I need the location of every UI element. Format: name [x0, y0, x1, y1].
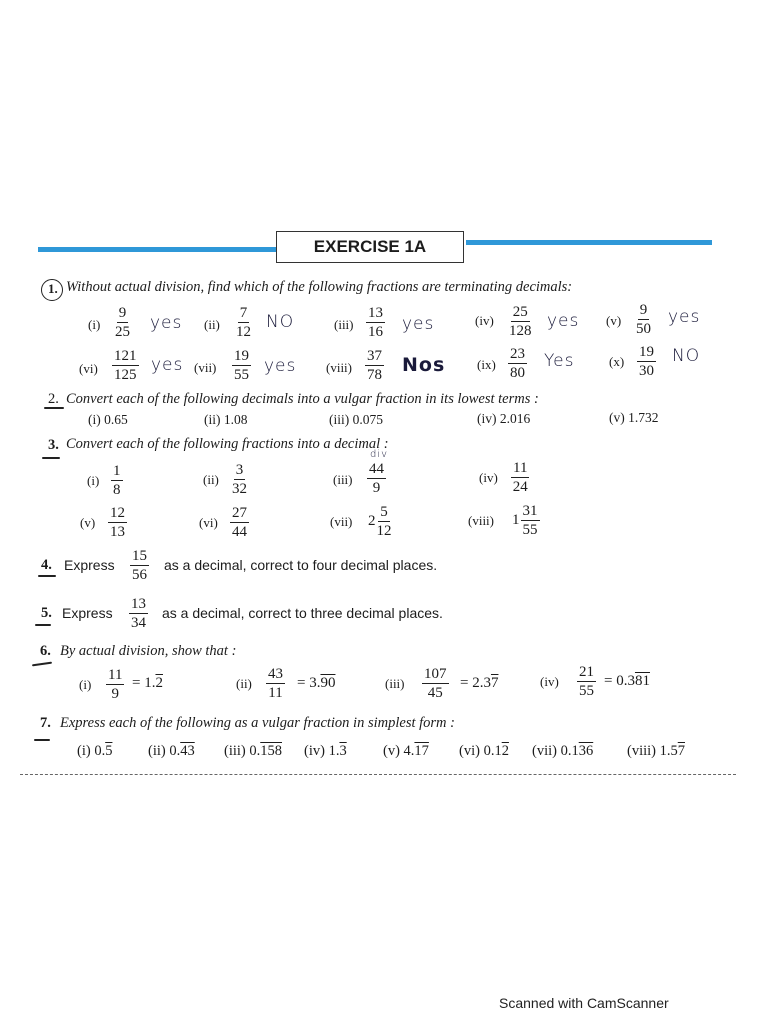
q7-item: (vi) 0.12: [459, 743, 509, 759]
q1-handwritten-answer: yes: [150, 313, 183, 333]
q3-fraction: $\frac{27}{44}$: [232, 505, 247, 540]
q7-item: (ii) 0.43: [148, 743, 195, 759]
q6-result: = 1.2: [132, 675, 163, 691]
q1-handwritten-answer: yes: [151, 355, 184, 375]
q3-item-label: (iv): [479, 470, 498, 485]
q1-handwritten-answer: NO: [266, 312, 295, 332]
q7-text: Express each of the following as a vulgar fraction in simplest form :: [60, 715, 455, 731]
q3-fraction: $\frac{12}{13}$: [110, 505, 125, 540]
q5-fraction: $\frac{13}{34}$: [131, 596, 146, 631]
q7-item: (vii) 0.136: [532, 743, 594, 759]
q6-underline-mark: [32, 662, 52, 667]
q1-handwritten-answer: yes: [547, 311, 580, 331]
q6-result: = 2.37: [460, 675, 499, 691]
q3-number: 3.: [48, 437, 59, 453]
q1-item-label: (vii): [194, 360, 217, 375]
q1-fraction: $\frac{13}{16}$: [368, 305, 383, 340]
q1-item-label: (vi): [79, 361, 98, 376]
q6-item-label: (iv): [540, 674, 559, 689]
q6-fraction: $\frac{107}{45}$: [424, 666, 447, 701]
q6-item-label: (iii): [385, 676, 405, 691]
q4-text: as a decimal, correct to four decimal places.: [164, 557, 438, 573]
q3-fraction: $\frac{11}{24}$: [512, 460, 528, 495]
q4-number: 4.: [41, 557, 52, 573]
q1-handwritten-answer: NO: [672, 346, 701, 366]
q1-fraction: $\frac{9}{25}$: [115, 305, 130, 340]
q1-item-label: (viii): [326, 360, 352, 375]
q6-fraction: $\frac{11}{9}$: [108, 667, 123, 702]
q3-item-label: (i): [87, 473, 100, 488]
q6-item-label: (ii): [236, 676, 252, 691]
q1-item-label: (x): [609, 354, 625, 369]
q1-handwritten-answer: yes: [668, 307, 701, 327]
q7-item: (v) 4.17: [383, 743, 429, 759]
q6-fraction: $\frac{21}{55}$: [579, 664, 594, 699]
q1-handwritten-answer: Nos: [402, 354, 446, 376]
q2-text: Convert each of the following decimals into a vulgar fraction in its lowest terms :: [66, 391, 539, 407]
q3-item-label: (vi): [199, 515, 218, 530]
q6-text: By actual division, show that :: [60, 643, 237, 659]
q3-fraction: $\frac{1}{8}$: [113, 463, 121, 498]
q3-text: Convert each of the following fractions into a decimal :: [66, 436, 389, 452]
q6-item-label: (i): [79, 677, 92, 692]
q7-number: 7.: [40, 715, 51, 731]
q1-fraction: $\frac{121}{125}$: [114, 348, 137, 383]
q4-express: Express: [64, 557, 115, 573]
header-band-left: [38, 247, 276, 252]
q1-item-label: (iv): [475, 313, 494, 328]
q2-option: (v) 1.732: [609, 410, 659, 425]
q1-number: 1.: [48, 281, 58, 296]
q6-result: = 3.90: [297, 675, 336, 691]
q3-fraction: $\frac{44}{9}$: [369, 461, 384, 496]
q3-fraction: $\frac{3}{32}$: [232, 462, 247, 497]
q3-mixed-number: 2 $\frac{5}{12}$: [368, 504, 392, 539]
q5-express: Express: [62, 605, 113, 621]
q3-item-label: (ii): [203, 472, 219, 487]
q3-item-label: (iii): [333, 472, 353, 487]
q7-item: (iii) 0.158: [224, 743, 282, 759]
q7-item: (i) 0.5: [77, 743, 113, 759]
q1-item-label: (v): [606, 313, 622, 328]
q2-option: (ii) 1.08: [204, 412, 248, 427]
q1-handwritten-answer: yes: [402, 314, 435, 334]
q3-underline-mark: [42, 457, 60, 459]
q7-item: (iv) 1.3: [304, 743, 347, 759]
q4-underline-mark: [38, 575, 56, 577]
exercise-title: EXERCISE 1A: [313, 237, 427, 256]
q1-handwritten-answer: yes: [264, 356, 297, 376]
exercise-title-box: [276, 231, 464, 263]
q3-mixed-number: 1 $\frac{31}{55}$: [512, 503, 538, 538]
q3-item-label: (vii): [330, 514, 353, 529]
q1-fraction: $\frac{19}{30}$: [639, 344, 654, 379]
q1-item-label: (i): [88, 317, 101, 332]
q2-option: (iv) 2.016: [477, 411, 531, 426]
q3-item-label: (v): [80, 515, 96, 530]
q1-fraction: $\frac{19}{55}$: [234, 348, 249, 383]
q1-fraction: $\frac{23}{80}$: [510, 346, 525, 381]
q6-fraction: $\frac{43}{11}$: [268, 666, 283, 701]
q1-fraction: $\frac{37}{78}$: [367, 348, 382, 383]
q4-fraction: $\frac{15}{56}$: [132, 548, 147, 583]
q1-item-label: (ii): [204, 317, 220, 332]
q3-handwritten-note: div: [370, 449, 389, 460]
section-divider: [20, 774, 736, 775]
q2-option: (iii) 0.075: [329, 412, 383, 427]
scanner-watermark: Scanned with CamScanner: [499, 995, 669, 1011]
q1-item-label: (ix): [477, 357, 496, 372]
q1-item-label: (iii): [334, 317, 354, 332]
q1-fraction: $\frac{9}{50}$: [636, 302, 651, 337]
q5-number: 5.: [41, 605, 52, 621]
header-band-right: [466, 240, 712, 245]
q1-handwritten-answer: Yes: [544, 351, 575, 371]
q1-text: Without actual division, find which of the following fractions are terminating decimals:: [66, 279, 573, 295]
q6-number: 6.: [40, 643, 51, 659]
q5-underline-mark: [35, 624, 51, 626]
q1-fraction: $\frac{7}{12}$: [236, 305, 251, 340]
q3-item-label: (viii): [468, 513, 494, 528]
q2-option: (i) 0.65: [88, 412, 128, 427]
q6-result: = 0.381: [604, 673, 650, 689]
q5-text: as a decimal, correct to three decimal places.: [162, 605, 443, 621]
q7-item: (viii) 1.57: [627, 743, 685, 759]
q2-number: 2.: [48, 391, 59, 407]
q1-fraction: $\frac{25}{128}$: [509, 304, 532, 339]
q7-underline-mark: [34, 739, 50, 741]
